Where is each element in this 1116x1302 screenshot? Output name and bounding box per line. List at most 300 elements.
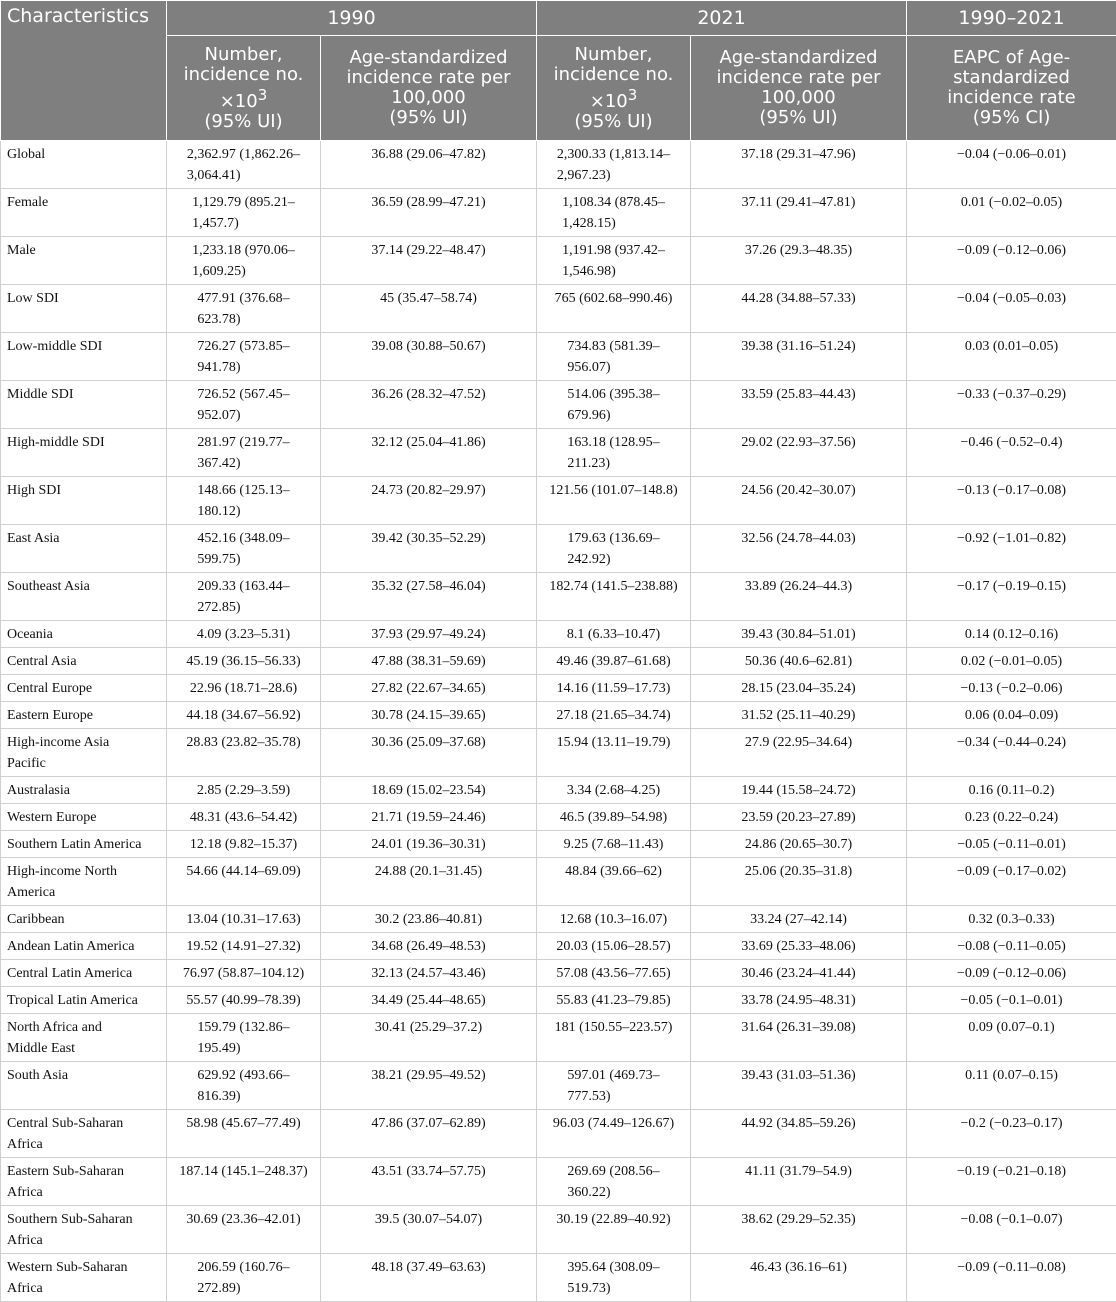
header-period: 1990–2021 (907, 1, 1116, 36)
table-row (1, 1014, 1116, 1062)
cell-number-2021-line: 20.03 (15.06–28.57) (556, 936, 670, 957)
cell-number-1990-line: 12.18 (9.82–15.37) (190, 834, 297, 855)
cell-eapc: −0.13 (−0.2–0.06) (907, 675, 1116, 702)
cell-characteristic (1, 702, 167, 729)
cell-number-2021-line: 211.23) (567, 453, 659, 474)
cell-eapc: 0.16 (0.11–0.2) (907, 777, 1116, 804)
cell-number-2021 (537, 960, 691, 987)
cell-characteristic (1, 285, 167, 333)
cell-number-2021 (537, 1254, 691, 1302)
cell-characteristic-line: Male (7, 240, 160, 261)
cell-number-2021 (537, 237, 691, 285)
table-row (1, 189, 1116, 237)
cell-number-1990-line: 726.52 (567.45– (197, 384, 289, 405)
table-row (1, 729, 1116, 777)
cell-number-1990 (167, 1206, 321, 1254)
cell-characteristic-line: North Africa and (7, 1017, 160, 1038)
cell-rate-1990: 34.68 (26.49–48.53) (321, 933, 537, 960)
cell-rate-1990: 39.5 (30.07–54.07) (321, 1206, 537, 1254)
cell-rate-1990: 30.36 (25.09–37.68) (321, 729, 537, 777)
header-asir-1990 (321, 36, 537, 141)
cell-rate-2021: 46.43 (36.16–61) (691, 1254, 907, 1302)
cell-rate-1990: 30.78 (24.15–39.65) (321, 702, 537, 729)
cell-characteristic-line: High-income North (7, 861, 160, 882)
header-number-line2: incidence no. (554, 64, 674, 85)
cell-number-1990-line: 452.16 (348.09– (197, 528, 289, 549)
cell-characteristic-line: Africa (7, 1134, 160, 1155)
cell-number-2021-line: 15.94 (13.11–19.79) (557, 732, 671, 753)
header-asir-line4: (95% UI) (759, 107, 837, 128)
cell-rate-2021: 25.06 (20.35–31.8) (691, 858, 907, 906)
cell-number-1990-line: 58.98 (45.67–77.49) (186, 1113, 300, 1134)
cell-eapc: −0.04 (−0.06–0.01) (907, 141, 1116, 189)
cell-rate-2021: 37.11 (29.41–47.81) (691, 189, 907, 237)
cell-number-2021-line: 181 (150.55–223.57) (555, 1017, 673, 1038)
cell-number-1990-line: 76.97 (58.87–104.12) (183, 963, 304, 984)
cell-number-2021 (537, 648, 691, 675)
cell-number-2021-line: 395.64 (308.09– (567, 1257, 659, 1278)
cell-number-2021 (537, 1062, 691, 1110)
cell-rate-2021: 28.15 (23.04–35.24) (691, 675, 907, 702)
cell-number-2021-line: 1,108.34 (878.45– (562, 192, 665, 213)
cell-number-1990-line: 272.85) (197, 597, 289, 618)
cell-rate-1990: 30.2 (23.86–40.81) (321, 906, 537, 933)
cell-number-2021-line: 514.06 (395.38– (567, 384, 659, 405)
cell-characteristic (1, 1110, 167, 1158)
cell-rate-1990: 43.51 (33.74–57.75) (321, 1158, 537, 1206)
cell-number-2021-line: 48.84 (39.66–62) (565, 861, 662, 882)
cell-number-2021-line: 1,191.98 (937.42– (562, 240, 665, 261)
cell-eapc: −0.2 (−0.23–0.17) (907, 1110, 1116, 1158)
cell-rate-2021: 29.02 (22.93–37.56) (691, 429, 907, 477)
cell-number-2021-line: 57.08 (43.56–77.65) (556, 963, 670, 984)
cell-eapc: −0.04 (−0.05–0.03) (907, 285, 1116, 333)
cell-rate-2021: 39.43 (31.03–51.36) (691, 1062, 907, 1110)
cell-number-1990 (167, 429, 321, 477)
cell-characteristic-line: Andean Latin America (7, 936, 160, 957)
cell-eapc: 0.32 (0.3–0.33) (907, 906, 1116, 933)
cell-characteristic-line: Central Latin America (7, 963, 160, 984)
cell-characteristic (1, 333, 167, 381)
header-eapc-line2: standardized (953, 67, 1070, 88)
cell-characteristic (1, 525, 167, 573)
cell-eapc: −0.09 (−0.17–0.02) (907, 858, 1116, 906)
cell-characteristic-line: Middle SDI (7, 384, 160, 405)
cell-rate-2021: 19.44 (15.58–24.72) (691, 777, 907, 804)
cell-characteristic-line: Global (7, 144, 160, 165)
cell-characteristic-line: Low-middle SDI (7, 336, 160, 357)
cell-eapc: 0.11 (0.07–0.15) (907, 1062, 1116, 1110)
cell-characteristic-line: Female (7, 192, 160, 213)
cell-eapc: 0.02 (−0.01–0.05) (907, 648, 1116, 675)
table-row (1, 333, 1116, 381)
cell-rate-1990: 24.73 (20.82–29.97) (321, 477, 537, 525)
cell-characteristic-line: Southern Latin America (7, 834, 160, 855)
table-row (1, 906, 1116, 933)
cell-characteristic-line: Africa (7, 1230, 160, 1251)
table-row (1, 804, 1116, 831)
cell-number-2021-line: 1,428.15) (562, 213, 665, 234)
cell-number-1990-line: 209.33 (163.44– (197, 576, 289, 597)
cell-rate-2021: 30.46 (23.24–41.44) (691, 960, 907, 987)
cell-number-1990-line: 148.66 (125.13– (197, 480, 289, 501)
cell-number-1990 (167, 477, 321, 525)
cell-number-2021-line: 360.22) (567, 1182, 659, 1203)
cell-eapc: −0.08 (−0.1–0.07) (907, 1206, 1116, 1254)
cell-rate-1990: 45 (35.47–58.74) (321, 285, 537, 333)
header-number-line2: incidence no. (184, 64, 304, 85)
cell-number-1990-line: 623.78) (197, 309, 289, 330)
cell-rate-2021: 44.28 (34.88–57.33) (691, 285, 907, 333)
cell-number-2021 (537, 858, 691, 906)
cell-characteristic-line: America (7, 882, 160, 903)
cell-number-1990-line: 206.59 (160.76– (197, 1257, 289, 1278)
cell-number-1990-line: 3,064.41) (187, 165, 300, 186)
cell-number-2021-line: 49.46 (39.87–61.68) (556, 651, 670, 672)
cell-number-1990-line: 159.79 (132.86– (197, 1017, 289, 1038)
cell-number-2021 (537, 621, 691, 648)
cell-number-1990 (167, 237, 321, 285)
header-year-1990: 1990 (167, 1, 537, 36)
cell-characteristic-line: Oceania (7, 624, 160, 645)
cell-characteristic-line: Africa (7, 1182, 160, 1203)
cell-number-2021-line: 1,546.98) (562, 261, 665, 282)
cell-number-1990 (167, 381, 321, 429)
header-number-line1: Number, (575, 44, 653, 65)
cell-number-2021-line: 12.68 (10.3–16.07) (560, 909, 667, 930)
cell-number-2021 (537, 573, 691, 621)
cell-number-1990-line: 19.52 (14.91–27.32) (186, 936, 300, 957)
table-row (1, 675, 1116, 702)
cell-number-2021-line: 2,967.23) (557, 165, 670, 186)
cell-number-2021-line: 956.07) (567, 357, 659, 378)
cell-rate-2021: 33.78 (24.95–48.31) (691, 987, 907, 1014)
table-row (1, 858, 1116, 906)
cell-number-2021-line: 96.03 (74.49–126.67) (553, 1113, 674, 1134)
cell-rate-1990: 18.69 (15.02–23.54) (321, 777, 537, 804)
cell-number-1990 (167, 933, 321, 960)
cell-number-2021-line: 179.63 (136.69– (567, 528, 659, 549)
header-number-line3: ×10 (220, 91, 258, 112)
cell-number-1990-line: 2.85 (2.29–3.59) (197, 780, 290, 801)
cell-number-2021 (537, 477, 691, 525)
cell-characteristic (1, 1158, 167, 1206)
cell-rate-2021: 39.38 (31.16–51.24) (691, 333, 907, 381)
table-row (1, 933, 1116, 960)
cell-number-1990 (167, 189, 321, 237)
cell-number-2021 (537, 675, 691, 702)
cell-characteristic-line: High-income Asia (7, 732, 160, 753)
cell-number-1990 (167, 141, 321, 189)
header-asir-line2: incidence rate per (346, 67, 510, 88)
cell-number-1990 (167, 1158, 321, 1206)
cell-rate-1990: 35.32 (27.58–46.04) (321, 573, 537, 621)
cell-characteristic-line: Eastern Europe (7, 705, 160, 726)
cell-characteristic-line: Central Europe (7, 678, 160, 699)
table-row (1, 648, 1116, 675)
cell-number-1990 (167, 285, 321, 333)
cell-rate-1990: 27.82 (22.67–34.65) (321, 675, 537, 702)
header-number-line4: (95% UI) (574, 111, 652, 132)
cell-number-1990 (167, 702, 321, 729)
cell-number-2021 (537, 804, 691, 831)
cell-number-2021-line: 777.53) (567, 1086, 659, 1107)
cell-number-1990-line: 816.39) (197, 1086, 289, 1107)
cell-rate-1990: 39.42 (30.35–52.29) (321, 525, 537, 573)
cell-number-2021 (537, 702, 691, 729)
cell-eapc: −0.19 (−0.21–0.18) (907, 1158, 1116, 1206)
header-number-2021 (537, 36, 691, 141)
table-row (1, 987, 1116, 1014)
cell-number-1990-line: 952.07) (197, 405, 289, 426)
cell-number-2021-line: 182.74 (141.5–238.88) (549, 576, 677, 597)
cell-rate-1990: 39.08 (30.88–50.67) (321, 333, 537, 381)
cell-rate-1990: 24.01 (19.36–30.31) (321, 831, 537, 858)
cell-characteristic-line: Middle East (7, 1038, 160, 1059)
cell-rate-1990: 30.41 (25.29–37.2) (321, 1014, 537, 1062)
cell-characteristic-line: Low SDI (7, 288, 160, 309)
cell-rate-1990: 32.13 (24.57–43.46) (321, 960, 537, 987)
cell-characteristic-line: High SDI (7, 480, 160, 501)
cell-characteristic (1, 381, 167, 429)
cell-number-2021-line: 14.16 (11.59–17.73) (557, 678, 671, 699)
cell-rate-1990: 37.14 (29.22–48.47) (321, 237, 537, 285)
cell-characteristic-line: Eastern Sub-Saharan (7, 1161, 160, 1182)
cell-number-1990-line: 2,362.97 (1,862.26– (187, 144, 300, 165)
cell-rate-2021: 33.89 (26.24–44.3) (691, 573, 907, 621)
cell-number-1990-line: 599.75) (197, 549, 289, 570)
table-row (1, 960, 1116, 987)
header-characteristics: Characteristics (1, 1, 167, 141)
cell-eapc: −0.34 (−0.44–0.24) (907, 729, 1116, 777)
cell-number-1990-line: 28.83 (23.82–35.78) (186, 732, 300, 753)
cell-characteristic-line: Australasia (7, 780, 160, 801)
cell-number-1990-line: 45.19 (36.15–56.33) (186, 651, 300, 672)
header-asir-line2: incidence rate per (716, 67, 880, 88)
cell-rate-2021: 37.26 (29.3–48.35) (691, 237, 907, 285)
cell-number-2021 (537, 189, 691, 237)
cell-number-2021 (537, 333, 691, 381)
cell-rate-2021: 39.43 (30.84–51.01) (691, 621, 907, 648)
cell-eapc: 0.23 (0.22–0.24) (907, 804, 1116, 831)
cell-number-2021-line: 121.56 (101.07–148.8) (549, 480, 677, 501)
table-row (1, 831, 1116, 858)
cell-eapc: −0.09 (−0.11–0.08) (907, 1254, 1116, 1302)
cell-characteristic-line: Africa (7, 1278, 160, 1299)
cell-characteristic (1, 933, 167, 960)
cell-number-2021 (537, 906, 691, 933)
cell-number-2021 (537, 141, 691, 189)
cell-number-1990 (167, 573, 321, 621)
cell-characteristic (1, 1206, 167, 1254)
cell-number-2021 (537, 987, 691, 1014)
cell-number-1990 (167, 858, 321, 906)
cell-characteristic (1, 621, 167, 648)
table-row (1, 429, 1116, 477)
cell-characteristic (1, 189, 167, 237)
cell-rate-1990: 38.21 (29.95–49.52) (321, 1062, 537, 1110)
table-row (1, 1158, 1116, 1206)
cell-number-2021-line: 765 (602.68–990.46) (555, 288, 673, 309)
cell-number-1990 (167, 729, 321, 777)
cell-characteristic (1, 1014, 167, 1062)
cell-characteristic (1, 237, 167, 285)
cell-number-2021 (537, 729, 691, 777)
header-eapc (907, 36, 1116, 141)
cell-characteristic (1, 477, 167, 525)
cell-number-1990-line: 44.18 (34.67–56.92) (186, 705, 300, 726)
cell-number-1990-line: 477.91 (376.68– (197, 288, 289, 309)
header-asir-line1: Age-standardized (719, 47, 877, 68)
cell-number-1990 (167, 648, 321, 675)
cell-eapc: −0.13 (−0.17–0.08) (907, 477, 1116, 525)
cell-eapc: −0.05 (−0.11–0.01) (907, 831, 1116, 858)
cell-number-1990 (167, 525, 321, 573)
header-eapc-line1: EAPC of Age- (953, 47, 1070, 68)
cell-number-2021-line: 242.92) (567, 549, 659, 570)
cell-characteristic (1, 987, 167, 1014)
cell-number-2021-line: 519.73) (567, 1278, 659, 1299)
cell-number-2021-line: 2,300.33 (1,813.14– (557, 144, 670, 165)
cell-rate-2021: 33.59 (25.83–44.43) (691, 381, 907, 429)
cell-number-2021-line: 3.34 (2.68–4.25) (567, 780, 660, 801)
cell-rate-2021: 33.69 (25.33–48.06) (691, 933, 907, 960)
cell-characteristic-line: Southeast Asia (7, 576, 160, 597)
cell-number-1990 (167, 675, 321, 702)
cell-number-2021 (537, 777, 691, 804)
cell-eapc: −0.05 (−0.1–0.01) (907, 987, 1116, 1014)
header-asir-line1: Age-standardized (349, 47, 507, 68)
cell-rate-1990: 48.18 (37.49–63.63) (321, 1254, 537, 1302)
cell-rate-1990: 47.88 (38.31–59.69) (321, 648, 537, 675)
cell-number-2021 (537, 1014, 691, 1062)
table-row (1, 381, 1116, 429)
cell-number-1990-line: 195.49) (197, 1038, 289, 1059)
cell-number-2021 (537, 1110, 691, 1158)
cell-number-2021 (537, 831, 691, 858)
table-row (1, 1110, 1116, 1158)
cell-characteristic (1, 675, 167, 702)
cell-rate-1990: 21.71 (19.59–24.46) (321, 804, 537, 831)
cell-eapc: −0.09 (−0.12–0.06) (907, 960, 1116, 987)
cell-number-1990 (167, 804, 321, 831)
cell-rate-1990: 37.93 (29.97–49.24) (321, 621, 537, 648)
cell-rate-2021: 33.24 (27–42.14) (691, 906, 907, 933)
cell-rate-2021: 38.62 (29.29–52.35) (691, 1206, 907, 1254)
cell-characteristic (1, 831, 167, 858)
cell-eapc: 0.03 (0.01–0.05) (907, 333, 1116, 381)
cell-rate-1990: 36.88 (29.06–47.82) (321, 141, 537, 189)
header-asir-line3: 100,000 (761, 87, 835, 108)
cell-characteristic (1, 729, 167, 777)
cell-number-1990-line: 1,457.7) (192, 213, 295, 234)
cell-characteristic-line: Tropical Latin America (7, 990, 160, 1011)
header-asir-2021 (691, 36, 907, 141)
cell-number-2021-line: 8.1 (6.33–10.47) (567, 624, 660, 645)
cell-eapc: 0.01 (−0.02–0.05) (907, 189, 1116, 237)
cell-number-1990-line: 281.97 (219.77– (197, 432, 289, 453)
cell-rate-2021: 32.56 (24.78–44.03) (691, 525, 907, 573)
table-row (1, 702, 1116, 729)
cell-number-1990-line: 180.12) (197, 501, 289, 522)
cell-characteristic (1, 573, 167, 621)
cell-number-1990-line: 272.89) (197, 1278, 289, 1299)
cell-characteristic-line: Southern Sub-Saharan (7, 1209, 160, 1230)
cell-characteristic-line: East Asia (7, 528, 160, 549)
cell-number-2021-line: 734.83 (581.39– (567, 336, 659, 357)
cell-rate-1990: 32.12 (25.04–41.86) (321, 429, 537, 477)
table-row (1, 285, 1116, 333)
table-row (1, 573, 1116, 621)
cell-characteristic (1, 1062, 167, 1110)
cell-characteristic (1, 429, 167, 477)
cell-eapc: 0.14 (0.12–0.16) (907, 621, 1116, 648)
cell-number-1990-line: 1,609.25) (192, 261, 295, 282)
cell-number-2021-line: 46.5 (39.89–54.98) (560, 807, 667, 828)
cell-eapc: −0.17 (−0.19–0.15) (907, 573, 1116, 621)
cell-number-1990 (167, 1014, 321, 1062)
cell-number-1990-line: 55.57 (40.99–78.39) (186, 990, 300, 1011)
cell-characteristic (1, 960, 167, 987)
cell-number-2021 (537, 381, 691, 429)
cell-eapc: −0.09 (−0.12–0.06) (907, 237, 1116, 285)
cell-number-2021-line: 269.69 (208.56– (567, 1161, 659, 1182)
table-row (1, 141, 1116, 189)
cell-eapc: 0.06 (0.04–0.09) (907, 702, 1116, 729)
cell-number-1990-line: 726.27 (573.85– (197, 336, 289, 357)
cell-characteristic-line: Western Europe (7, 807, 160, 828)
cell-number-2021-line: 597.01 (469.73– (567, 1065, 659, 1086)
cell-rate-2021: 37.18 (29.31–47.96) (691, 141, 907, 189)
cell-characteristic-line: Caribbean (7, 909, 160, 930)
header-number-line4: (95% UI) (204, 111, 282, 132)
cell-rate-1990: 36.59 (28.99–47.21) (321, 189, 537, 237)
table-row (1, 477, 1116, 525)
cell-number-2021 (537, 285, 691, 333)
cell-characteristic-line: Central Asia (7, 651, 160, 672)
header-number-1990 (167, 36, 321, 141)
cell-characteristic (1, 648, 167, 675)
cell-number-1990-line: 22.96 (18.71–28.6) (190, 678, 297, 699)
cell-eapc: −0.08 (−0.11–0.05) (907, 933, 1116, 960)
table-row (1, 1062, 1116, 1110)
cell-number-1990-line: 941.78) (197, 357, 289, 378)
header-eapc-line3: incidence rate (947, 87, 1075, 108)
cell-rate-2021: 31.52 (25.11–40.29) (691, 702, 907, 729)
table-row (1, 1206, 1116, 1254)
table-header (1, 1, 1116, 141)
cell-number-1990-line: 629.92 (493.66– (197, 1065, 289, 1086)
cell-number-2021 (537, 1158, 691, 1206)
cell-rate-1990: 36.26 (28.32–47.52) (321, 381, 537, 429)
cell-eapc: −0.46 (−0.52–0.4) (907, 429, 1116, 477)
table-row (1, 1254, 1116, 1302)
cell-number-2021-line: 679.96) (567, 405, 659, 426)
cell-rate-2021: 27.9 (22.95–34.64) (691, 729, 907, 777)
cell-characteristic (1, 804, 167, 831)
cell-number-1990 (167, 1062, 321, 1110)
cell-number-1990 (167, 987, 321, 1014)
cell-characteristic-line: High-middle SDI (7, 432, 160, 453)
cell-rate-1990: 34.49 (25.44–48.65) (321, 987, 537, 1014)
cell-characteristic-line: Western Sub-Saharan (7, 1257, 160, 1278)
cell-eapc: −0.92 (−1.01–0.82) (907, 525, 1116, 573)
cell-number-1990-line: 367.42) (197, 453, 289, 474)
cell-characteristic (1, 858, 167, 906)
cell-eapc: −0.33 (−0.37–0.29) (907, 381, 1116, 429)
table-row (1, 621, 1116, 648)
header-number-sup: 3 (628, 86, 638, 104)
